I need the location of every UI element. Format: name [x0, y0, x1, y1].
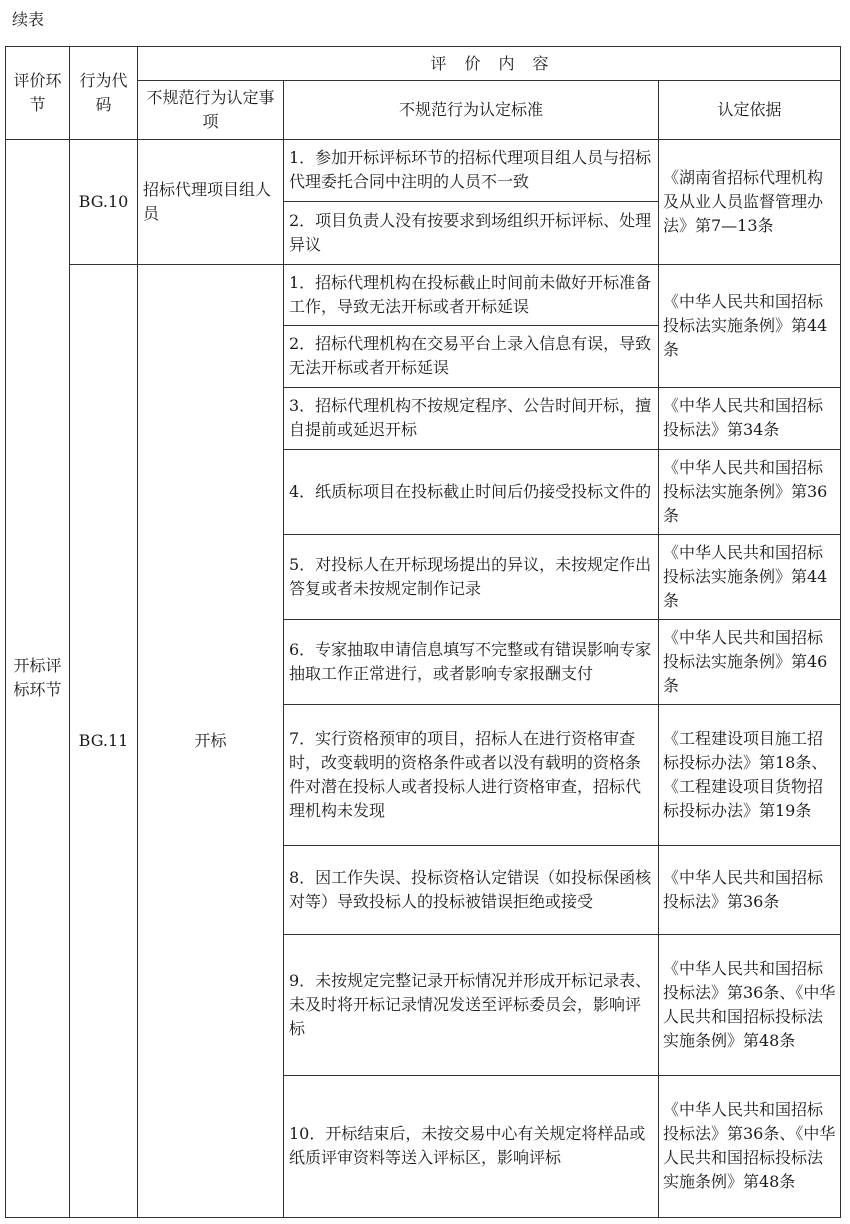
table-caption: 续表 — [12, 10, 45, 29]
header-standard: 不规范行为认定标准 — [284, 81, 659, 139]
header-content: 评价内容 — [138, 47, 841, 81]
basis-cell: 《中华人民共和国招标投标法》第36条、《中华人民共和国招标投标法实施条例》第48条 — [659, 1075, 841, 1217]
rule-cell: 8．因工作失误、投标资格认定错误（如投标保函核对等）导致投标人的投标被错误拒绝或接受 — [284, 846, 659, 935]
rule-cell: 10．开标结束后，未按交易中心有关规定将样品或纸质评审资料等送入评标区，影响评标 — [284, 1075, 659, 1217]
basis-cell: 《中华人民共和国招标投标法实施条例》第44条 — [659, 534, 841, 620]
code-cell: BG.11 — [70, 264, 138, 1217]
basis-cell: 《中华人民共和国招标投标法》第34条 — [659, 387, 841, 449]
rule-cell: 6．专家抽取申请信息填写不完整或有错误影响专家抽取工作正常进行，或者影响专家报酬支付 — [284, 620, 659, 705]
stage-name-cell: 开标评标环节 — [6, 139, 70, 1217]
rule-cell: 2．招标代理机构在交易平台上录入信息有误，导致无法开标或者开标延误 — [284, 326, 659, 387]
basis-cell: 《中华人民共和国招标投标法实施条例》第44条 — [659, 264, 841, 387]
basis-cell: 《中华人民共和国招标投标法》第36条 — [659, 846, 841, 935]
table-row — [6, 264, 841, 325]
item-cell: 招标代理项目组人员 — [138, 139, 284, 264]
basis-cell: 《中华人民共和国招标投标法》第36条、《中华人民共和国招标投标法实施条例》第48条 — [659, 934, 841, 1075]
basis-cell: 《工程建设项目施工招标投标办法》第18条、《工程建设项目货物招标投标办法》第19条 — [659, 704, 841, 845]
table-row — [6, 139, 841, 201]
item-cell: 开标 — [138, 264, 284, 1217]
rule-cell: 3．招标代理机构不按规定程序、公告时间开标，擅自提前或延迟开标 — [284, 387, 659, 449]
rule-cell: 1．招标代理机构在投标截止时间前未做好开标准备工作，导致无法开标或者开标延误 — [284, 264, 659, 325]
header-stage: 评价环节 — [6, 47, 70, 140]
rule-cell: 5．对投标人在开标现场提出的异议，未按规定作出答复或者未按规定制作记录 — [284, 534, 659, 620]
rule-cell: 4．纸质标项目在投标截止时间后仍接受投标文件的 — [284, 450, 659, 535]
header-item: 不规范行为认定事项 — [138, 81, 284, 139]
header-basis: 认定依据 — [659, 81, 841, 139]
basis-cell: 《中华人民共和国招标投标法实施条例》第36条 — [659, 450, 841, 535]
rule-cell: 9．未按规定完整记录开标情况并形成开标记录表、未及时将开标记录情况发送至评标委员会，影响评标 — [284, 934, 659, 1075]
header-row-top — [6, 47, 841, 81]
rule-cell: 7．实行资格预审的项目，招标人在进行资格审查时，改变载明的资格条件或者以没有载明的资格条件对潜在投标人或者投标人进行资格审查，招标代理机构未发现 — [284, 704, 659, 845]
rule-cell: 2．项目负责人没有按要求到场组织开标评标、处理异议 — [284, 202, 659, 264]
code-cell: BG.10 — [70, 139, 138, 264]
header-code: 行为代码 — [70, 47, 138, 140]
rule-cell: 1．参加开标评标环节的招标代理项目组人员与招标代理委托合同中注明的人员不一致 — [284, 139, 659, 201]
basis-cell: 《湖南省招标代理机构及从业人员监督管理办法》第7—13条 — [659, 139, 841, 264]
evaluation-table — [5, 46, 841, 1218]
basis-cell: 《中华人民共和国招标投标法实施条例》第46条 — [659, 620, 841, 705]
